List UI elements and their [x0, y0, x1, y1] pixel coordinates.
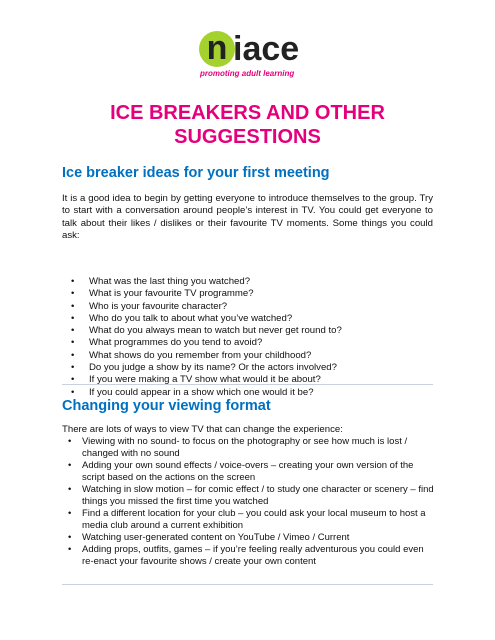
section-heading-ice-breakers: Ice breaker ideas for your first meeting: [62, 165, 330, 181]
list-item: • Do you judge a show by its name? Or the actors involved?: [62, 362, 442, 374]
page-title-line1: ICE BREAKERS AND OTHER: [110, 102, 385, 124]
list-item: • What shows do you remember from your childhood?: [62, 350, 442, 362]
logo-letter-n: n: [206, 29, 228, 67]
list-item: • Adding your own sound effects / voice-overs – creating your own version of the script based on the actions on the screen: [62, 460, 434, 484]
list-item: • What is your favourite TV programme?: [62, 288, 442, 300]
list-item: • What programmes do you tend to avoid?: [62, 337, 442, 349]
bottom-divider: [62, 584, 433, 585]
viewing-format-list: [62, 436, 434, 568]
logo-text: iace: [233, 30, 300, 68]
page-title-line2: SUGGESTIONS: [174, 126, 321, 148]
list-item: • Who is your favourite character?: [62, 301, 442, 313]
list-item: • Watching in slow motion – for comic effect / to study one character or scenery – find things you missed the first time you watched: [62, 484, 434, 508]
list-item: • Who do you talk to about what you’ve watched?: [62, 313, 442, 325]
logo-green-circle: [199, 31, 235, 67]
niace-logo: [198, 31, 328, 81]
list-item: • If you were making a TV show what would it be about?: [62, 374, 442, 386]
ice-breaker-questions-list: [62, 276, 442, 399]
list-item: • Watching user-generated content on YouTube / Vimeo / Current: [62, 532, 434, 544]
list-item: • Viewing with no sound- to focus on the photography or see how much is lost / changed with no sound: [62, 436, 434, 460]
section-heading-viewing-format: Changing your viewing format: [62, 398, 271, 414]
logo-tagline: promoting adult learning: [200, 69, 295, 78]
ice-breakers-intro: It is a good idea to begin by getting everyone to introduce themselves to the group. Try to start with a conversation around people’s interest in TV. You could get everyone to talk about their likes / dislikes or their favourite TV moments. Some things you could ask:: [62, 193, 433, 242]
list-item: • If you could appear in a show which one would it be?: [62, 387, 442, 399]
list-item: • What do you always mean to watch but never get round to?: [62, 325, 442, 337]
list-item: • Find a different location for your club – you could ask your local museum to host a media club around a current exhibition: [62, 508, 434, 532]
page-title: [40, 101, 455, 149]
list-item: • Adding props, outfits, games – if you’re feeling really adventurous you could even re-enact your favourite shows / create your own content: [62, 544, 434, 568]
section-divider: [62, 384, 433, 385]
viewing-format-intro: There are lots of ways to view TV that can change the experience:: [62, 424, 343, 435]
list-item: • What was the last thing you watched?: [62, 276, 442, 288]
